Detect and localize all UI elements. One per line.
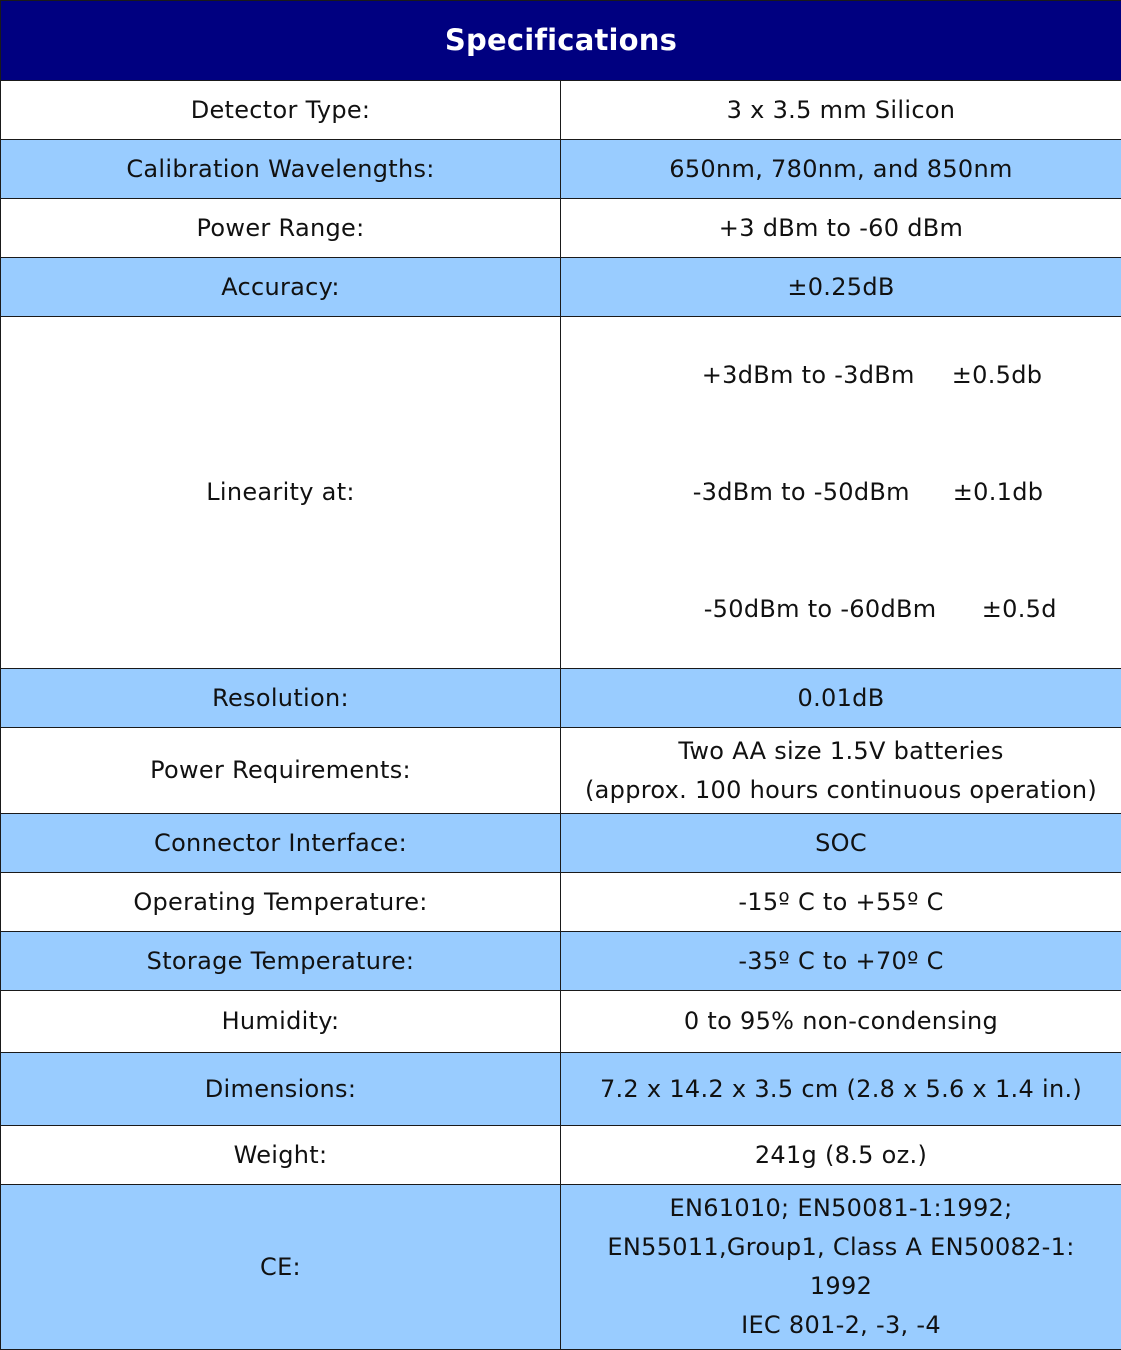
ce-line: 1992 xyxy=(565,1267,1117,1306)
linearity-range: -50dBm to -60dBm xyxy=(674,590,974,629)
linearity-range: +3dBm to -3dBm xyxy=(694,356,952,395)
table-row xyxy=(1,873,1121,932)
power-requirements-line: (approx. 100 hours continuous operation) xyxy=(561,771,1121,810)
table-row xyxy=(1,199,1121,258)
spec-value-power-range: +3 dBm to -60 dBm xyxy=(561,199,1121,258)
table-row xyxy=(1,1185,1121,1350)
spec-label-calibration-wavelengths: Calibration Wavelengths: xyxy=(1,140,561,199)
ce-line: IEC 801-2, -3, -4 xyxy=(565,1306,1117,1345)
table-row xyxy=(1,814,1121,873)
spec-value-ce xyxy=(561,1185,1121,1350)
table-row xyxy=(1,932,1121,991)
table-row xyxy=(1,1053,1121,1126)
linearity-tolerance: ±0.5db xyxy=(952,356,1052,395)
spec-label-accuracy: Accuracy: xyxy=(1,258,561,317)
spec-value-dimensions: 7.2 x 14.2 x 3.5 cm (2.8 x 5.6 x 1.4 in.) xyxy=(561,1053,1121,1126)
spec-label-storage-temperature: Storage Temperature: xyxy=(1,932,561,991)
spec-value-calibration-wavelengths: 650nm, 780nm, and 850nm xyxy=(561,140,1121,199)
spec-label-ce: CE: xyxy=(1,1185,561,1350)
spec-label-linearity: Linearity at: xyxy=(1,317,561,669)
linearity-range: -3dBm to -50dBm xyxy=(693,473,943,512)
spec-label-weight: Weight: xyxy=(1,1126,561,1185)
ce-line: EN61010; EN50081-1:1992; xyxy=(565,1189,1117,1228)
spec-label-dimensions: Dimensions: xyxy=(1,1053,561,1126)
spec-label-power-requirements: Power Requirements: xyxy=(1,728,561,814)
spec-label-power-range: Power Range: xyxy=(1,199,561,258)
spec-value-weight: 241g (8.5 oz.) xyxy=(561,1126,1121,1185)
linearity-tolerance: ±0.5d xyxy=(974,590,1072,629)
linearity-line xyxy=(567,551,1115,668)
spec-value-resolution: 0.01dB xyxy=(561,669,1121,728)
spec-label-resolution: Resolution: xyxy=(1,669,561,728)
table-row xyxy=(1,317,1121,669)
table-row xyxy=(1,669,1121,728)
table-row xyxy=(1,140,1121,199)
spec-label-operating-temperature: Operating Temperature: xyxy=(1,873,561,932)
ce-line: EN55011,Group1, Class A EN50082-1: xyxy=(565,1228,1117,1267)
spec-label-connector-interface: Connector Interface: xyxy=(1,814,561,873)
table-title: Specifications xyxy=(1,1,1121,81)
spec-value-humidity: 0 to 95% non-condensing xyxy=(561,991,1121,1053)
linearity-line xyxy=(567,317,1115,434)
spec-value-power-requirements xyxy=(561,728,1121,814)
spec-label-humidity: Humidity: xyxy=(1,991,561,1053)
spec-value-operating-temperature: -15º C to +55º C xyxy=(561,873,1121,932)
spec-value-detector-type: 3 x 3.5 mm Silicon xyxy=(561,81,1121,140)
linearity-tolerance: ±0.1db xyxy=(943,473,1053,512)
table-row xyxy=(1,258,1121,317)
spec-value-storage-temperature: -35º C to +70º C xyxy=(561,932,1121,991)
table-row xyxy=(1,81,1121,140)
spec-label-detector-type: Detector Type: xyxy=(1,81,561,140)
table-header-row xyxy=(1,1,1121,81)
power-requirements-line: Two AA size 1.5V batteries xyxy=(561,732,1121,771)
spec-value-accuracy: ±0.25dB xyxy=(561,258,1121,317)
table-row xyxy=(1,1126,1121,1185)
linearity-line xyxy=(567,434,1115,551)
table-row xyxy=(1,991,1121,1053)
table-row xyxy=(1,728,1121,814)
spec-value-linearity xyxy=(561,317,1121,669)
spec-value-connector-interface: SOC xyxy=(561,814,1121,873)
